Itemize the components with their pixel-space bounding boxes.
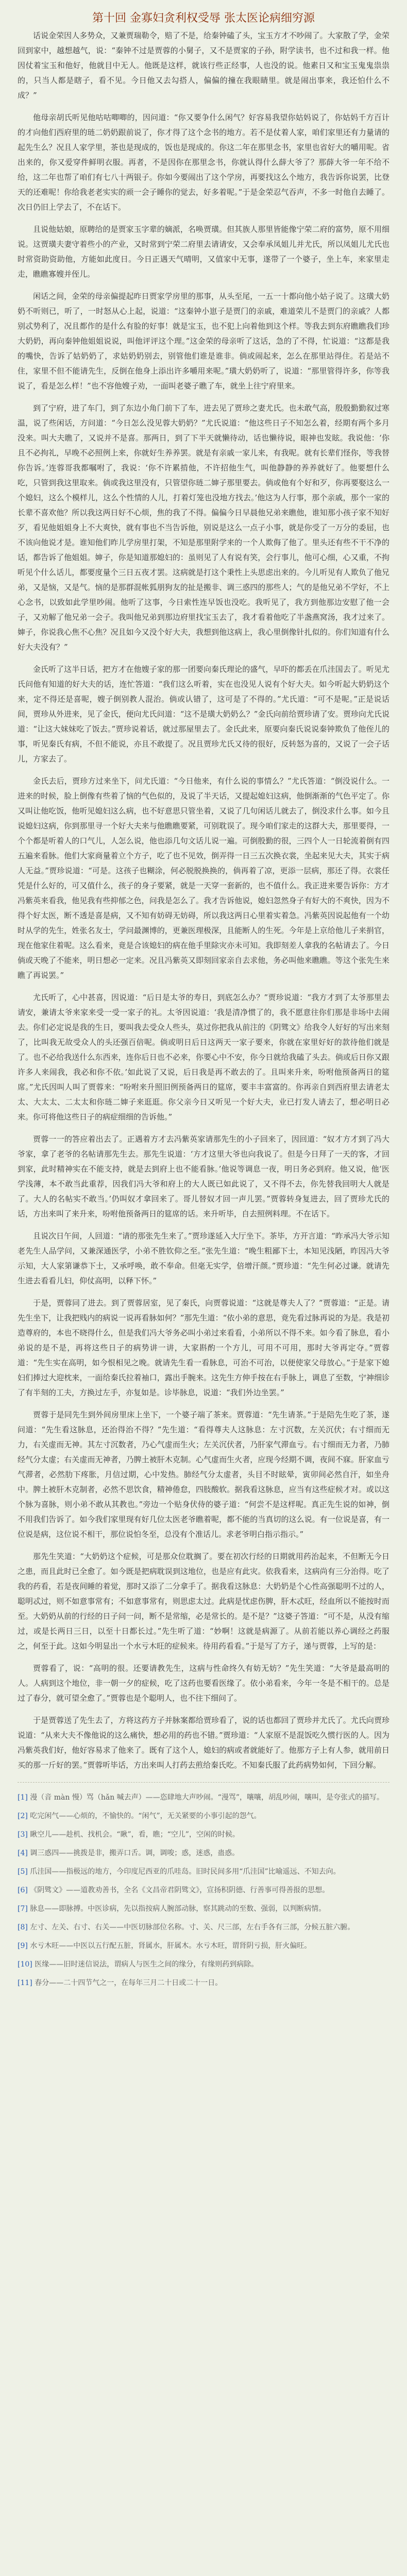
paragraph: 闲话之间，金荣的母亲偏提起昨日贾家学房里的那事，从头至尾，一五一十都向他小姑子说了。这璜大奶奶不听则已，听了，一时怒从心上起，说道：“这秦钟小崽子是贾门的亲戚，难道荣儿不是贾门的亲戚？人都别忒势利了，况且都作的是什么有脸的好事！就是宝玉，也不犯上向着他到这个样。等我去到东府瞧瞧我们珍大奶奶，再向秦钟他姐姐说说，叫他评评这个理。”这金荣的母亲听了这话，急的了不得，忙说道：“这都是我的嘴快，告诉了姑奶奶了，求姑奶奶别去，别管他们谁是谁非。倘或闹起来，怎么在那里站得住。若是站不住，家里不但不能请先生，反倒在他身上添出许多嚼用来呢。”璜大奶奶听了，说道：“那里管得许多，你等我说了，看是怎么样！”也不容他嫂子劝，一面叫老婆子瞧了车，就坐上往宁府里来。 [18, 292, 389, 391]
footnote-number[interactable]: [11] [18, 1979, 32, 1987]
paragraph: 贾蓉于是同先生到外间房里床上坐下，一个婆子端了茶来。贾蓉道：“先生请茶。”于是陪先生吃了茶，遂问道：“先生看这脉息，还治得治不得？”先生道：“看得尊夫人这脉息：左寸沉数，左关沉伏；右寸细而无力，右关虚而无神。其左寸沉数者，乃心气虚而生火；左关沉伏者，乃肝家气滞血亏。右寸细而无力者，乃肺经气分太虚；右关虚而无神者，乃脾土被肝木克制。心气虚而生火者，应现今经期不调，夜间不寐。肝家血亏气滞者，必然肋下疼胀，月信过期，心中发热。肺经气分太虚者，头目不时眩晕，寅卯间必然自汗，如坐舟中。脾土被肝木克制者，必然不思饮食，精神倦怠，四肢酸软。据我看这脉息，应当有这些症候才对。或以这个脉为喜脉，则小弟不敢从其教也。”旁边一个贴身伏侍的婆子道：“何尝不是这样呢。真正先生说的如神，倒不用我们告诉了。如今我们家里现有好几位太医老爷瞧着呢，都不能的当真切的这么说。有一位说是喜，有一位说是病，这位说不相干，那位说怕冬至，总没有个准话儿。求老爷明白指示指示。” [18, 1410, 389, 1539]
footnote-number[interactable]: [7] [18, 1905, 28, 1913]
footnote-number[interactable]: [8] [18, 1923, 28, 1931]
paragraph: 贾蓉一一的答应着出去了。正遇着方才去冯紫英家请那先生的小子回来了，因回道：“奴才方才到了冯大爷家，拿了老爷的名帖请那先生去。那先生说道：‘方才这里大爷也向我说了。但是今日拜了一天的客，才回到家，此时精神实在不能支持，就是去到府上也不能看脉。’他说等调息一夜，明日务必到府。他又说，他‘医学浅薄，本不敢当此重荐，因我们冯大爷和府上的大人既已如此说了，又不得不去，你先替我回明大人就是了。大人的名帖实不敢当。’仍叫奴才拿回来了。哥儿替奴才回一声儿罢。”贾蓉转身复进去，回了贾珍尤氏的话，方出来叫了来升来，吩咐他预备两日的筵席的话。来升听毕，自去照例料理。不在话下。 [18, 1134, 389, 1218]
footnote-text: 左寸、左关、右寸、右关——中医切脉部位名称。寸、关、尺三部，左右手各有三部，分候五脏六腑。 [30, 1923, 355, 1931]
paragraph: 那先生笑道：“大奶奶这个症候，可是那众位耽搁了。要在初次行经的日期就用药治起来，不但断无今日之患，而且此时已全愈了。如今既是把病耽误到这地位，也是应有此灾。依我看来，这病尚有三分治得。吃了我的药看，若是夜间睡的着觉，那时又添了二分拿手了。据我看这脉息：大奶奶是个心性高强聪明不过的人，聪明忒过，则不如意事常有；不如意事常有，则思虑太过。此病是忧虑伤脾，肝木忒旺，经血所以不能按时而至。大奶奶从前的行经的日子问一问，断不是常缩，必是常长的。是不是？”这婆子答道：“可不是，从没有缩过，或是长两日三日，以至十日都长过。”先生听了道：“妙啊！这就是病源了。从前若能以养心调经之药服之，何至于此。这如今明显出一个水亏木旺的症候来。待用药看看。”于是写了方子，递与贾蓉，上写的是： [18, 1552, 389, 1651]
paragraph: 到了宁府，进了车门，到了东边小角门前下了车，进去见了贾珍之妻尤氏。也未敢气高，殷殷勤勤叙过寒温，说了些闲话，方问道：“今日怎么没见蓉大奶奶？”尤氏说道：“他这些日子不知怎么着，经期有两个多月没来。叫大夫瞧了，又说并不是喜。那两日，到了下半天就懒待动，话也懒待说，眼神也发眩。我说他：‘你且不必拘礼，早晚不必照例上来，你就好生养养罢。就是有亲戚一家儿来，有我呢。就有长辈们怪你，等我替你告诉。’连蓉哥我都嘱咐了，我说：‘你不许累掯他，不许招他生气，叫他静静的养养就好了。他要想什么吃，只管到我这里取来。倘或我这里没有，只管望你琏二婶子那里要去。倘或他有个好和歹，你再要娶这么一个媳妇，这么个模样儿，这么个性情的人儿，打着灯笼也没地方找去。’他这为人行事，那个亲戚，那个一家的长辈不喜欢他？所以我这两日好不心烦，焦的我了不得。偏偏今日早晨他兄弟来瞧他，谁知那小孩子家不知好歹，看见他姐姐身上不大爽快，就有事也不当告诉他，别说是这么一点子小事，就是你受了一万分的委屈，也不该向他说才是。谁知他们昨儿学房里打架，不知是那里附学来的一个人欺侮了他了。里头还有些不干不净的话，都告诉了他姐姐。婶子，你是知道那媳妇的：虽则见了人有说有笑，会行事儿，他可心细，心又重，不拘听见个什么话儿，都要度量个三日五夜才罢。这病就是打这个秉性上头思虑出来的。今儿听见有人欺负了他兄弟，又是恼，又是气。恼的是那群混帐狐朋狗友的扯是搬非、调三惑四的那些人；气的是他兄弟不学好，不上心念书，以致如此学里吵闹。他听了这事，今日索性连早饭也没吃。我听见了，我方到他那边安慰了他一会子，又劝解了他兄弟一会子。我叫他兄弟到那边府里找宝玉去了，我才看着他吃了半盏燕窝汤，我才过来了。婶子，你说我心焦不心焦？况且如今又没个好大夫，我想到他这病上，我心里倒像针扎似的。你们知道有什么好大夫没有？” [18, 403, 389, 652]
footnote-number[interactable]: [5] [18, 1868, 28, 1876]
footnote-number[interactable]: [4] [18, 1849, 28, 1857]
chapter-title: 第十回 金寡妇贪利权受辱 张太医论病细穷源 [92, 12, 315, 25]
paragraph: 他母亲胡氏听见他咕咕唧唧的，因问道：“你又要争什么闲气？好容易我望你姑妈说了，你姑妈千方百计的才向他们西府里的琏二奶奶跟前说了，你才得了这个念书的地方。若不是仗着人家，咱们家里还有力量请的起先生么？况且人家学里，茶也是现成的，饭也是现成的。你这二年在那里念书，家里也省好大的嚼用呢。省出来的，你又爱穿件鲜明衣服。再者，不是因你在那里念书，你就认得什么薛大爷了？那薛大爷一年不给不给，这二年也帮了咱们有七八十两银子。你如今要闹出了这个学房，再要找这么个地方，我告诉你说罢，比登天的还难呢！你给我老老实实的顽一会子睡你的觉去，好多着呢。”于是金荣忍气吞声，不多一时他自去睡了。次日仍旧上学去了，不在话下。 [18, 113, 389, 212]
footnote-text: 瞅空儿——趁机、找机会。“瞅”，看，瞧；“空儿”，空闲的时候。 [30, 1831, 240, 1839]
footnote-number[interactable]: [1] [18, 1793, 28, 1802]
footnote [18, 1902, 389, 1916]
paragraph: 话说金荣因人多势众，又兼贾瑞勒令，赔了不是，给秦钟磕了头，宝玉方才不吵闹了。大家散了学，金荣回到家中，越想越气，说：“秦钟不过是贾蓉的小舅子，又不是贾家的子孙，附学读书，也不过和我一样。他因仗着宝玉和他好，他就目中无人。他既是这样，就该行些正经事，人也没的说。他素日又和宝玉鬼鬼祟祟的，只当人都是瞎子，看不见。今日他又去勾搭人，偏偏的撞在我眼睛里。就是闹出事来，我还怕什么不成？” [18, 31, 389, 100]
paragraph: 且说次日午间，人回道：“请的那张先生来了。”贾珍遂延入大厅坐下。茶毕，方开言道：“昨承冯大爷示知老先生人品学问，又兼深通医学，小弟不胜钦仰之至。”张先生道：“晚生粗鄙下士，本知见浅陋，昨因冯大爷示知，大人家第谦恭下士，又承呼唤，敢不奉命。但毫无实学，倍增汗颜。”贾珍道：“先生何必过谦。就请先生进去看看儿妇，仰仗高明，以释下怀。” [18, 1231, 389, 1285]
footnote-text: 脉息——即脉搏。中医诊病，先以指按病人腕部动脉，察其跳动的至数、强弱，以判断病情。 [30, 1905, 326, 1913]
footnote [18, 1921, 389, 1934]
footnote [18, 1939, 389, 1953]
footnote [18, 1958, 389, 1971]
footnote-number[interactable]: [9] [18, 1942, 28, 1950]
footnote-text: 医缘——旧时迷信说法，谓病人与医生之间的缘分，有缘则药到病除。 [35, 1960, 259, 1969]
paragraph: 于是贾蓉送了先生去了，方将这药方子并脉案都给贾珍看了，说的话也都回了贾珍并尤氏了。尤氏向贾珍说道：“从来大夫不像他说的这么痛快，想必用的药也不错。”贾珍道：“人家原不是混饭吃久惯行医的人。因为冯紫英我们好，他好容易求了他来了。既有了这个人，媳妇的病或者就能好了。他那方子上有人参，就用前日买的那一斤好的罢。”贾蓉听毕话，方出来叫人打药去煎给秦氏吃。不知秦氏服了此药病势如何，下回分解。 [18, 1716, 389, 1770]
footnote-text: 春分——二十四节气之一，在每年三月二十日或二十一日。 [35, 1979, 223, 1987]
footnote-text: 爪洼国——指极远的地方，今印度尼西亚的爪哇岛。旧时民间多用“爪洼国”比喻遥远、不知去向。 [30, 1868, 341, 1876]
footnote-text: 《阴骘文》——道教劝善书，全名《文昌帝君阴骘文》，宣扬积阴德、行善事可得善报的思想。 [30, 1886, 330, 1894]
footnote [18, 1846, 389, 1860]
paragraph: 尤氏听了，心中甚喜，因说道：“后日是太爷的寿日，到底怎么办？”贾珍说道：“我方才到了太爷那里去请安，兼请太爷来家来受一受一家子的礼。太爷因说道：‘我是清净惯了的，我不愿意往你们那是非场中去闹去。你们必定说是我的生日，要叫我去受众人些头，莫过你把我从前注的《阴骘文》给我令人好好的写出来刻了，比叫我无故受众人的头还强百倍呢。倘或明日后日这两天一家子要来，你就在家里好好的款待他们就是了。也不必给我送什么东西来，连你后日也不必来，你要心中不安，你今日就给我磕了头去。倘或后日你又跟许多人来闹我，我必和你不依。’如此说了又说，后日我是再不敢去的了。且叫来升来，吩咐他预备两日的筵席。”尤氏因叫人叫了贾蓉来：“吩咐来升照旧例预备两日的筵席，要丰丰富富的。你再亲自到西府里去请老太太、大太太、二太太和你琏二婶子来逛逛。你父亲今日又听见一个好大夫，业已打发人请去了，想必明日必来。你可将他这些日子的病症细细的告诉他。” [18, 993, 389, 1122]
notes-divider [18, 1782, 389, 1783]
footnote-number[interactable]: [10] [18, 1960, 32, 1969]
footnote-number[interactable]: [3] [18, 1831, 28, 1839]
footnote-text: 吃完闲气——心烦的，不愉快的。“闲气”，无关紧要的小事引起的怨气。 [30, 1812, 261, 1820]
paragraph: 于是，贾蓉同了进去。到了贾蓉居室，见了秦氏，向贾蓉说道：“这就是尊夫人了？”贾蓉道：“正是。请先生坐下，让我把贱内的病说一说再看脉如何？”那先生道：“依小弟的意思，竟先看过脉再说的为是。我是初造尊府的，本也不晓得什么，但是我们冯大爷务必叫小弟过来看看，小弟所以不得不来。如今看了脉息，看小弟说的是不是，再将这些日子的病势讲一讲，大家斟酌一个方儿，可用不可用，那时大爷再定夺。”贾蓉道：“先生实在高明，如今恨相见之晚。就请先生看一看脉息，可治不可治，以便使家父母放心。”于是家下媳妇们捧过大迎枕来，一面给秦氏拉着袖口，露出手腕来。这先生方伸手按在右手脉上，调息了至数，宁神细诊了有半刻的工夫，方换过左手，亦复如是。诊毕脉息，说道：“我们外边坐罢。” [18, 1298, 389, 1397]
footnote [18, 1791, 389, 1804]
footnote-number[interactable]: [2] [18, 1812, 28, 1820]
chapter-content [0, 28, 407, 2576]
footnote [18, 1865, 389, 1878]
paragraph: 且说他姑娘，原聘给的是贾家玉字辈的嫡派，名唤贾璜。但其族人那里皆能像宁荣二府的富势，原不用细说。这贾璜夫妻守着些小的产业，又时常到宁荣二府里去请请安，又会奉承凤姐儿并尤氏，所以凤姐儿尤氏也时常资助资助他，方能如此度日。今日正遇天气晴明，又值家中无事，遂带了一个婆子，坐上车，来家里走走，瞧瞧寡嫂并侄儿。 [18, 225, 389, 279]
paragraph: 金氏去后，贾珍方过来坐下，问尤氏道：“今日他来，有什么说的事情么？”尤氏答道：“倒没说什么。一进来的时候，脸上倒像有些着了恼的气色似的，及说了半天话，又提起媳妇这病，他倒渐渐的气色平定了。你又叫让他吃饭，他听见媳妇这么病，也不好意思只管坐着，又说了几句闲话儿就去了，倒没求什么事。如今且说媳妇这病，你到那里寻一个好大夫来与他瞧瞧要紧，可别耽误了。现今咱们家走的这群大夫，那里要得，一个个都是听着人的口气儿，人怎么说，他也添几句文话儿说一遍。可倒殷勤的很，三四个人一日轮流着倒有四五遍来看脉。他们大家商量着立个方子，吃了也不见效，倒弄得一日三五次换衣裳，坐起来见大夫，其实于病人无益。”贾珍说道：“可是。这孩子也糊涂，何必脱脱换换的，倘再着了凉，更添一层病，那还了得。衣裳任凭是什么好的，可又值什么，孩子的身子要紧，就是一天穿一套新的，也不值什么。我正进来要告诉你：方才冯紫英来看我，他见我有些抑郁之色，问我是怎么了。我才告诉他说，媳妇忽然身子有好大的不爽快，因为不得个好太医，断不透是喜是病，又不知有妨碍无妨碍，所以我这两日心里着实着急。冯紫英因说起他有一个幼时从学的先生，姓张名友士，学问最渊博的，更兼医理极深，且能断人的生死。今年是上京给他儿子来捐官，现在他家住着呢。这么看来，竟是合该媳妇的病在他手里除灾亦未可知。我即刻差人拿我的名帖请去了。今日倘或天晚了不能来，明日想必一定来。况且冯紫英又即刻回家亲自去求他，务必叫他来瞧瞧。等这个张先生来瞧了再说罢。” [18, 776, 389, 980]
footnote [18, 1976, 389, 1990]
paragraph: 金氏听了这半日话，把方才在他嫂子家的那一团要向秦氏理论的盛气，早吓的都丢在爪洼国去了。听见尤氏问他有知道的好大夫的话，连忙答道：“我们这么听着，实在也没见人说有个好大夫。如今听起大奶奶这个来，定不得还是喜呢，嫂子倒别教人混治。倘或认错了，这可是了不得的。”尤氏道：“可不是呢。”正是说话间，贾珍从外进来，见了金氏，便向尤氏问道：“这不是璜大奶奶么？”金氏向前给贾珍请了安。贾珍向尤氏说道：“让这大妹妹吃了饭去。”贾珍说着话，就过那屋里去了。金氏此来，原要向秦氏说说秦钟欺负了他侄儿的事，听见秦氏有病，不但不能说，亦且不敢提了。况且贾珍尤氏又待的很好，反转怒为喜的，又说了一会子话儿，方家去了。 [18, 665, 389, 764]
footnote [18, 1828, 389, 1841]
footnote-number[interactable]: [6] [18, 1886, 28, 1894]
footnote [18, 1809, 389, 1823]
footnote-text: 水亏木旺——中医以五行配五脏，肾属水，肝属木。水亏木旺，谓肾阴亏损，肝火偏旺。 [30, 1942, 312, 1950]
footnote-text: 调三惑四——挑拨是非，搬弄口舌。调，调唆；惑，迷惑，蛊惑。 [30, 1849, 240, 1857]
footnote [18, 1884, 389, 1897]
footnote-text: 漫（音 màn 慢）骂（hǎn 喊去声）——恣肆地大声吵闹。“漫骂”，嚷嚷，胡乱吵闹，嚷叫，是夸张式的描写。 [30, 1793, 384, 1802]
paragraph: 贾蓉看了，说：“高明的很。还要请教先生，这病与性命终久有妨无妨？”先生笑道：“大爷是最高明的人。人病到这个地位，非一朝一夕的症候，吃了这药也要看医缘了。依小弟看来，今年一冬是不相干的。总是过了春分，就可望全愈了。”贾蓉也是个聪明人，也不往下细问了。 [18, 1664, 389, 1703]
